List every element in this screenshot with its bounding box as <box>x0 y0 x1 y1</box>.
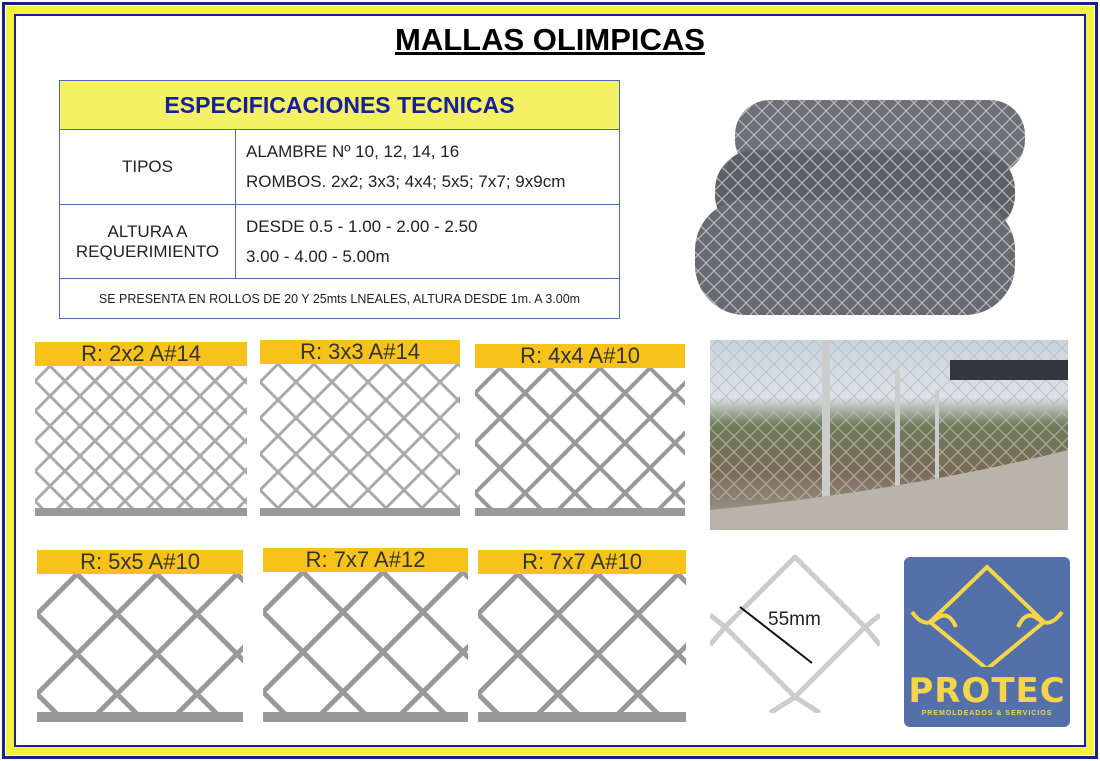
sample-label: R: 4x4 A#10 <box>475 344 685 368</box>
dimension-label: 55mm <box>768 609 821 630</box>
mesh-dimension-diagram <box>710 555 880 713</box>
fence-installation-photo <box>710 340 1068 530</box>
logo-name: PROTEC <box>908 671 1066 711</box>
sample-label: R: 5x5 A#10 <box>37 550 243 574</box>
mesh-sample-image <box>475 368 685 516</box>
row-line: 3.00 - 4.00 - 5.00m <box>246 246 390 266</box>
row-line: ROMBOS. 2x2; 3x3; 4x4; 5x5; 7x7; 9x9cm <box>246 172 566 191</box>
mesh-sample-image <box>35 366 247 516</box>
protec-logo <box>904 557 1070 727</box>
mesh-sample-image <box>263 572 468 722</box>
row-line: DESDE 0.5 - 1.00 - 2.00 - 2.50 <box>246 216 478 236</box>
sample-label: R: 3x3 A#14 <box>260 340 460 364</box>
specs-table <box>59 80 620 319</box>
logo-subtitle: PREMOLDEADOS & SERVICIOS <box>921 710 1053 717</box>
sample-label: R: 7x7 A#12 <box>263 548 468 572</box>
row-label: TIPOS <box>60 130 236 205</box>
row-line: ALAMBRE Nº 10, 12, 14, 16 <box>246 142 460 161</box>
mesh-sample-image <box>260 364 460 516</box>
sample-label: R: 2x2 A#14 <box>35 342 247 366</box>
sample-label: R: 7x7 A#10 <box>478 550 686 574</box>
row-label: ALTURA A REQUERIMIENTO <box>60 205 236 279</box>
specs-footer: SE PRESENTA EN ROLLOS DE 20 Y 25mts LNEALES, ALTURA DESDE 1m. A 3.00m <box>60 279 620 319</box>
mesh-sample-image <box>478 574 686 722</box>
page-title: MALLAS OLIMPICAS <box>395 22 705 57</box>
specs-header: ESPECIFICACIONES TECNICAS <box>60 81 620 130</box>
mesh-rolls-photo <box>690 95 1030 325</box>
mesh-sample-image <box>37 574 243 722</box>
